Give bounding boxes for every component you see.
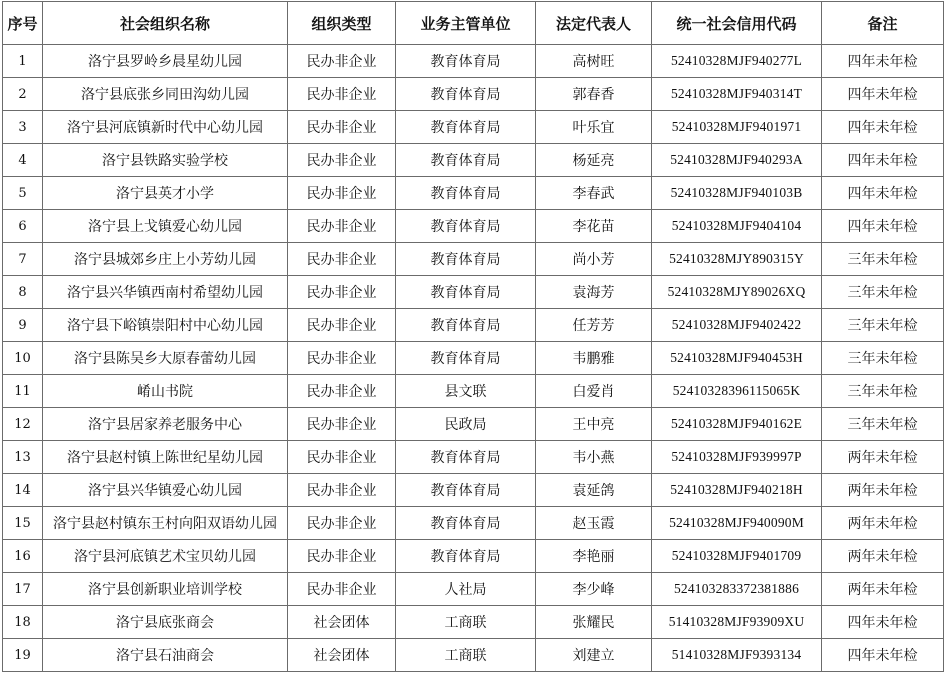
cell-supervisor: 教育体育局	[396, 309, 536, 342]
cell-org-type: 民办非企业	[288, 375, 396, 408]
cell-index: 9	[3, 309, 43, 342]
table-row	[3, 177, 944, 210]
cell-index: 6	[3, 210, 43, 243]
cell-credit-code: 51410328MJF93909XU	[652, 606, 822, 639]
cell-org-type: 民办非企业	[288, 78, 396, 111]
cell-remark: 两年未年检	[822, 573, 944, 606]
cell-org-name: 洛宁县城郊乡庄上小芳幼儿园	[43, 243, 288, 276]
cell-legal-rep: 李艳丽	[536, 540, 652, 573]
table-row	[3, 441, 944, 474]
cell-credit-code: 52410328MJF940277L	[652, 45, 822, 78]
cell-credit-code: 52410328MJF940090M	[652, 507, 822, 540]
cell-legal-rep: 张耀民	[536, 606, 652, 639]
cell-org-type: 民办非企业	[288, 408, 396, 441]
cell-credit-code: 52410328MJF9402422	[652, 309, 822, 342]
cell-credit-code: 51410328MJF9393134	[652, 639, 822, 672]
cell-legal-rep: 郭春香	[536, 78, 652, 111]
cell-index: 17	[3, 573, 43, 606]
cell-legal-rep: 高树旺	[536, 45, 652, 78]
cell-credit-code: 52410328MJF939997P	[652, 441, 822, 474]
cell-org-name: 洛宁县铁路实验学校	[43, 144, 288, 177]
cell-index: 10	[3, 342, 43, 375]
cell-org-name: 洛宁县石油商会	[43, 639, 288, 672]
cell-org-type: 民办非企业	[288, 177, 396, 210]
cell-org-name: 洛宁县赵村镇上陈世纪星幼儿园	[43, 441, 288, 474]
table-row	[3, 342, 944, 375]
table-row	[3, 540, 944, 573]
cell-supervisor: 教育体育局	[396, 276, 536, 309]
cell-remark: 两年未年检	[822, 507, 944, 540]
cell-org-name: 洛宁县兴华镇爱心幼儿园	[43, 474, 288, 507]
cell-org-name: 洛宁县陈吴乡大原春蕾幼儿园	[43, 342, 288, 375]
table-row	[3, 243, 944, 276]
table-body	[3, 45, 944, 672]
header-credit-code: 统一社会信用代码	[652, 2, 822, 45]
cell-legal-rep: 尚小芳	[536, 243, 652, 276]
cell-supervisor: 教育体育局	[396, 540, 536, 573]
cell-org-type: 民办非企业	[288, 243, 396, 276]
cell-org-type: 民办非企业	[288, 276, 396, 309]
cell-legal-rep: 李春武	[536, 177, 652, 210]
cell-org-type: 民办非企业	[288, 45, 396, 78]
table-row	[3, 309, 944, 342]
header-org-type: 组织类型	[288, 2, 396, 45]
cell-supervisor: 教育体育局	[396, 210, 536, 243]
table-row	[3, 144, 944, 177]
header-remark: 备注	[822, 2, 944, 45]
cell-legal-rep: 韦小燕	[536, 441, 652, 474]
cell-org-name: 洛宁县罗岭乡晨星幼儿园	[43, 45, 288, 78]
cell-org-type: 社会团体	[288, 606, 396, 639]
table-row	[3, 474, 944, 507]
cell-credit-code: 52410328MJY89026XQ	[652, 276, 822, 309]
cell-credit-code: 52410328MJF940453H	[652, 342, 822, 375]
cell-legal-rep: 袁延鸽	[536, 474, 652, 507]
cell-legal-rep: 白爱肖	[536, 375, 652, 408]
cell-remark: 两年未年检	[822, 540, 944, 573]
cell-credit-code: 52410328MJF940162E	[652, 408, 822, 441]
cell-index: 12	[3, 408, 43, 441]
cell-org-type: 民办非企业	[288, 573, 396, 606]
cell-supervisor: 工商联	[396, 639, 536, 672]
header-legal-rep: 法定代表人	[536, 2, 652, 45]
cell-supervisor: 教育体育局	[396, 177, 536, 210]
cell-org-name: 洛宁县英才小学	[43, 177, 288, 210]
cell-legal-rep: 李少峰	[536, 573, 652, 606]
cell-org-name: 洛宁县上戈镇爱心幼儿园	[43, 210, 288, 243]
cell-supervisor: 民政局	[396, 408, 536, 441]
cell-index: 15	[3, 507, 43, 540]
cell-org-name: 洛宁县底张商会	[43, 606, 288, 639]
cell-org-name: 洛宁县下峪镇崇阳村中心幼儿园	[43, 309, 288, 342]
cell-credit-code: 52410328MJF9404104	[652, 210, 822, 243]
cell-remark: 四年未年检	[822, 210, 944, 243]
cell-supervisor: 县文联	[396, 375, 536, 408]
header-org-name: 社会组织名称	[43, 2, 288, 45]
cell-index: 14	[3, 474, 43, 507]
cell-org-type: 民办非企业	[288, 309, 396, 342]
cell-index: 4	[3, 144, 43, 177]
cell-org-name: 崤山书院	[43, 375, 288, 408]
cell-remark: 三年未年检	[822, 309, 944, 342]
cell-index: 8	[3, 276, 43, 309]
cell-remark: 四年未年检	[822, 144, 944, 177]
cell-remark: 两年未年检	[822, 474, 944, 507]
cell-legal-rep: 韦鹏雅	[536, 342, 652, 375]
cell-org-name: 洛宁县底张乡同田沟幼儿园	[43, 78, 288, 111]
cell-index: 2	[3, 78, 43, 111]
cell-org-type: 社会团体	[288, 639, 396, 672]
cell-org-name: 洛宁县赵村镇东王村向阳双语幼儿园	[43, 507, 288, 540]
cell-org-type: 民办非企业	[288, 144, 396, 177]
cell-index: 18	[3, 606, 43, 639]
cell-org-type: 民办非企业	[288, 474, 396, 507]
cell-legal-rep: 叶乐宜	[536, 111, 652, 144]
cell-legal-rep: 袁海芳	[536, 276, 652, 309]
cell-credit-code: 524103283372381886	[652, 573, 822, 606]
cell-legal-rep: 李花苗	[536, 210, 652, 243]
table-row	[3, 573, 944, 606]
header-row	[3, 2, 944, 45]
cell-remark: 三年未年检	[822, 375, 944, 408]
cell-index: 11	[3, 375, 43, 408]
header-supervisor: 业务主管单位	[396, 2, 536, 45]
cell-supervisor: 教育体育局	[396, 144, 536, 177]
cell-org-type: 民办非企业	[288, 441, 396, 474]
table-row	[3, 507, 944, 540]
cell-org-type: 民办非企业	[288, 507, 396, 540]
table-header	[3, 2, 944, 45]
table-row	[3, 78, 944, 111]
cell-supervisor: 教育体育局	[396, 45, 536, 78]
cell-remark: 四年未年检	[822, 639, 944, 672]
cell-remark: 四年未年检	[822, 111, 944, 144]
table-row	[3, 111, 944, 144]
cell-index: 7	[3, 243, 43, 276]
header-index: 序号	[3, 2, 43, 45]
cell-credit-code: 52410328MJY890315Y	[652, 243, 822, 276]
cell-org-type: 民办非企业	[288, 540, 396, 573]
cell-remark: 四年未年检	[822, 606, 944, 639]
cell-remark: 四年未年检	[822, 45, 944, 78]
cell-credit-code: 52410328MJF940218H	[652, 474, 822, 507]
cell-remark: 四年未年检	[822, 177, 944, 210]
cell-remark: 三年未年检	[822, 342, 944, 375]
cell-supervisor: 教育体育局	[396, 474, 536, 507]
cell-supervisor: 教育体育局	[396, 342, 536, 375]
cell-index: 13	[3, 441, 43, 474]
cell-org-name: 洛宁县河底镇艺术宝贝幼儿园	[43, 540, 288, 573]
cell-index: 3	[3, 111, 43, 144]
cell-remark: 三年未年检	[822, 243, 944, 276]
cell-legal-rep: 任芳芳	[536, 309, 652, 342]
cell-remark: 四年未年检	[822, 78, 944, 111]
cell-index: 5	[3, 177, 43, 210]
cell-legal-rep: 杨延亮	[536, 144, 652, 177]
table-row	[3, 375, 944, 408]
cell-legal-rep: 赵玉霞	[536, 507, 652, 540]
cell-org-name: 洛宁县河底镇新时代中心幼儿园	[43, 111, 288, 144]
cell-supervisor: 人社局	[396, 573, 536, 606]
cell-supervisor: 教育体育局	[396, 78, 536, 111]
cell-credit-code: 52410328MJF940314T	[652, 78, 822, 111]
cell-org-type: 民办非企业	[288, 111, 396, 144]
cell-org-name: 洛宁县居家养老服务中心	[43, 408, 288, 441]
cell-org-name: 洛宁县兴华镇西南村希望幼儿园	[43, 276, 288, 309]
cell-supervisor: 教育体育局	[396, 441, 536, 474]
table-row	[3, 639, 944, 672]
cell-supervisor: 教育体育局	[396, 111, 536, 144]
cell-credit-code: 52410328MJF9401971	[652, 111, 822, 144]
cell-org-type: 民办非企业	[288, 342, 396, 375]
cell-credit-code: 52410328MJF9401709	[652, 540, 822, 573]
cell-legal-rep: 刘建立	[536, 639, 652, 672]
cell-credit-code: 52410328MJF940293A	[652, 144, 822, 177]
organization-table	[2, 1, 944, 672]
cell-supervisor: 工商联	[396, 606, 536, 639]
cell-org-name: 洛宁县创新职业培训学校	[43, 573, 288, 606]
cell-supervisor: 教育体育局	[396, 507, 536, 540]
table-row	[3, 606, 944, 639]
cell-remark: 三年未年检	[822, 276, 944, 309]
table-row	[3, 276, 944, 309]
table-row	[3, 210, 944, 243]
cell-credit-code: 52410328MJF940103B	[652, 177, 822, 210]
cell-index: 16	[3, 540, 43, 573]
cell-index: 1	[3, 45, 43, 78]
cell-supervisor: 教育体育局	[396, 243, 536, 276]
cell-remark: 两年未年检	[822, 441, 944, 474]
cell-remark: 三年未年检	[822, 408, 944, 441]
table-row	[3, 408, 944, 441]
cell-credit-code: 524103283961150​65K	[652, 375, 822, 408]
cell-legal-rep: 王中亮	[536, 408, 652, 441]
cell-index: 19	[3, 639, 43, 672]
table-row	[3, 45, 944, 78]
cell-org-type: 民办非企业	[288, 210, 396, 243]
